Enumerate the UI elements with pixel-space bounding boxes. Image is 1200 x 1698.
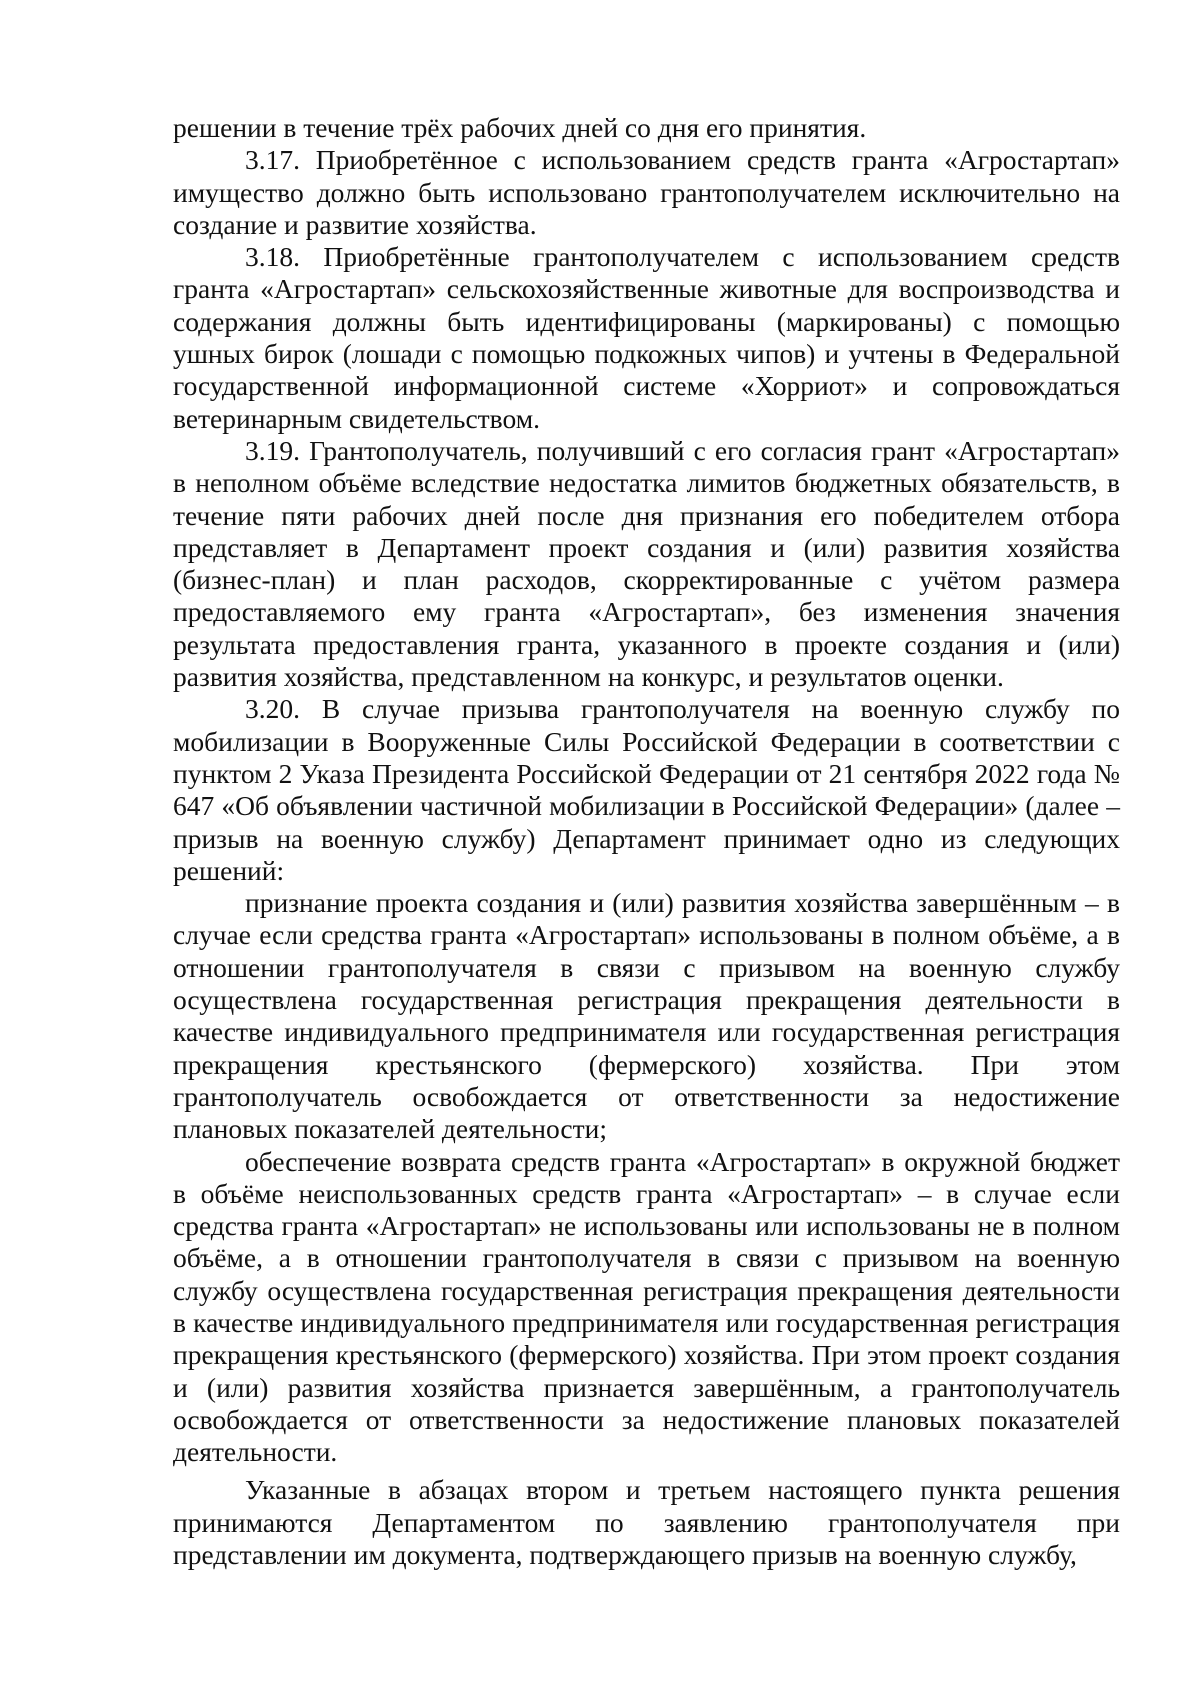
paragraph-decisions-note: Указанные в абзацах втором и третьем настоящего пункта решения принимаются Департаментом по заявлению грантополучателя при представлении им документа, подтверждающего призыв на военную службу, [173,1474,1120,1571]
paragraph-decision-1: признание проекта создания и (или) развития хозяйства завершённым – в случае если средства гранта «Агростартап» использованы в полном объёме, а в отношении грантополучателя в связи с призывом на военную службу осуществлена государственная регистрация прекращения деятельности в качестве индивидуального предпринимателя или государственная регистрация прекращения крестьянского (фермерского) хозяйства. При этом грантополучатель освобождается от ответственности за недостижение плановых показателей деятельности; [173,887,1120,1145]
paragraph-3-18: 3.18. Приобретённые грантополучателем с использованием средств гранта «Агростартап» сельскохозяйственные животные для воспроизводства и содержания должны быть идентифицированы (маркированы) с помощью ушных бирок (лошади с помощью подкожных чипов) и учтены в Федеральной государственной информационной системе «Хорриот» и сопровождаться ветеринарным свидетельством. [173,241,1120,434]
paragraph-decision-2: обеспечение возврата средств гранта «Агростартап» в окружной бюджет в объёме неиспользованных средств гранта «Агростартап» – в случае если средства гранта «Агростартап» не использованы или использованы не в полном объёме, а в отношении грантополучателя в связи с призывом на военную службу осуществлена государственная регистрация прекращения деятельности в качестве индивидуального предпринимателя или государственная регистрация прекращения крестьянского (фермерского) хозяйства. При этом проект создания и (или) развития хозяйства признается завершённым, а грантополучатель освобождается от ответственности за недостижение плановых показателей деятельности. [173,1145,1120,1468]
document-page [173,112,1120,1571]
paragraph-continuation: решении в течение трёх рабочих дней со дня его принятия. [173,112,867,143]
paragraph-3-20: 3.20. В случае призыва грантополучателя на военную службу по мобилизации в Вооруженные Силы Российской Федерации в соответствии с пунктом 2 Указа Президента Российской Федерации от 21 сентября 2022 года № 647 «Об объявлении частичной мобилизации в Российской Федерации» (далее – призыв на военную службу) Департамент принимает одно из следующих решений: [173,693,1120,886]
paragraph-3-19: 3.19. Грантополучатель, получивший с его согласия грант «Агростартап» в неполном объёме вследствие недостатка лимитов бюджетных обязательств, в течение пяти рабочих дней после дня признания его победителем отбора представляет в Департамент проект создания и (или) развития хозяйства (бизнес-план) и план расходов, скорректированные с учётом размера предоставляемого ему гранта «Агростартап», без изменения значения результата предоставления гранта, указанного в проекте создания и (или) развития хозяйства, представленном на конкурс, и результатов оценки. [173,434,1120,693]
paragraph-3-17: 3.17. Приобретённое с использованием средств гранта «Агростартап» имущество должно быть использовано грантополучателем исключительно на создание и развитие хозяйства. [173,144,1120,240]
